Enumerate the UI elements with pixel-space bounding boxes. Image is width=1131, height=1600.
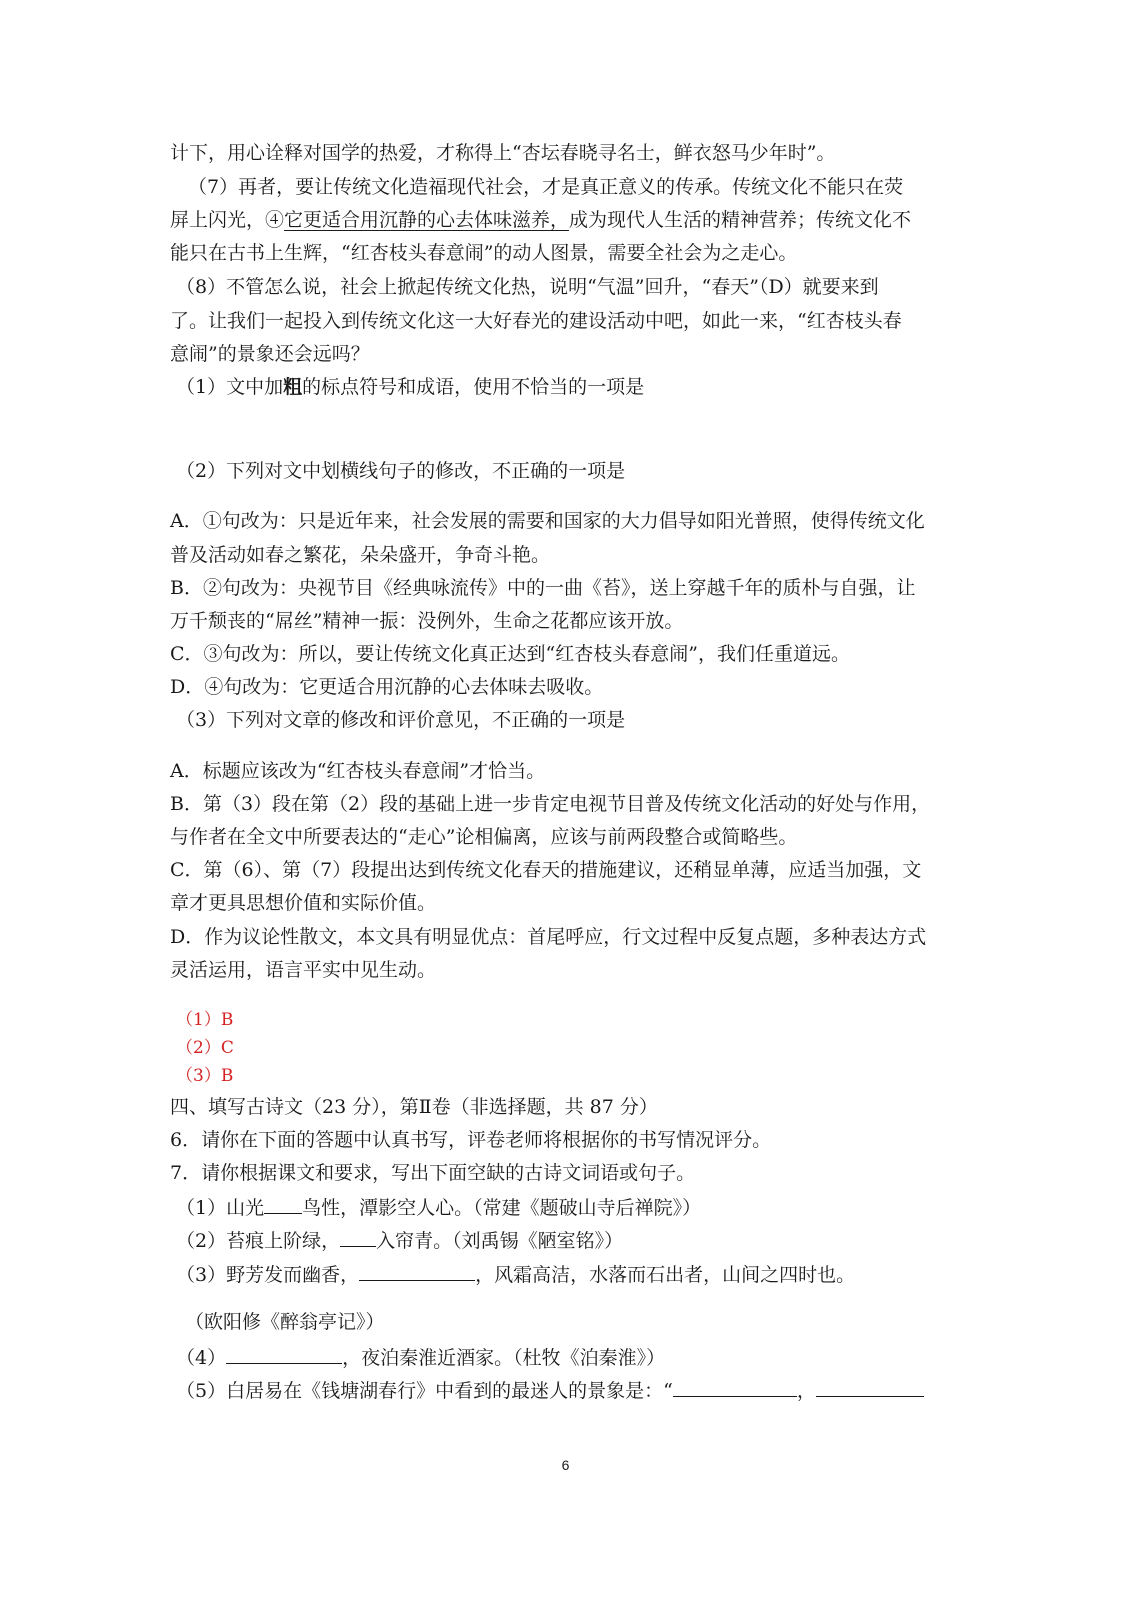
item-text: （4） [176,1347,227,1369]
section-heading: 四、填写古诗文（23 分），第Ⅱ卷（非选择题，共 87 分） [170,1096,658,1118]
option-b: B．②句改为：央视节目《经典咏流传》中的一曲《苔》，送上穿越千年的质朴与自强，让 [170,577,916,599]
option-a-cont: 普及活动如春之繁花，朵朵盛开，争奇斗艳。 [170,544,551,566]
paragraph-line: 计下，用心诠释对国学的热爱，才称得上“杏坛春晓寻名士，鲜衣怒马少年时”。 [170,142,836,164]
option-a: A．①句改为：只是近年来，社会发展的需要和国家的大力倡导如阳光普照，使得传统文化 [170,510,925,532]
question-3: （3）下列对文章的修改和评价意见，不正确的一项是 [176,709,626,731]
poem-item-3 [176,1260,855,1288]
paragraph-line: 意闹”的景象还会远吗？ [170,343,370,365]
paragraph-line: （8）不管怎么说，社会上掀起传统文化热，说明“气温”回升，“春天”（D）就要来到 [176,276,879,298]
option-c: C．③句改为：所以，要让传统文化真正达到“红杏枝头春意闹”，我们任重道远。 [170,643,850,665]
item-text: ，风霜高洁，水落而石出者，山间之四时也。 [475,1264,856,1286]
option-c: C．第（6）、第（7）段提出达到传统文化春天的措施建议，还稍显单薄，应适当加强，文 [170,859,922,881]
paragraph-line: 了。让我们一起投入到传统文化这一大好春光的建设活动中吧，如此一来，“红杏枝头春 [170,310,902,332]
answer-blank[interactable] [340,1226,376,1247]
answer-blank[interactable] [816,1376,924,1397]
option-d: D．作为议论性散文，本文具有明显优点：首尾呼应，行文过程中反复点题，多种表达方式 [170,926,927,948]
line-text: 成为现代人生活的精神营养；传统文化不 [569,209,912,231]
item-text: 入帘青。（刘禹锡《陋室铭》） [376,1230,624,1252]
question-2: （2）下列对文中划横线句子的修改，不正确的一项是 [176,460,626,482]
page-number: 6 [561,1457,570,1473]
option-c-cont: 章才更具思想价值和实际价值。 [170,892,437,914]
option-b-cont: 万千颓丧的“屌丝”精神一振：没例外，生命之花都应该开放。 [170,610,684,632]
question-text: 的标点符号和成语，使用不恰当的一项是 [302,376,645,398]
item-text: ，夜泊秦淮近酒家。（杜牧《泊秦淮》） [342,1347,666,1369]
question-1 [176,374,644,400]
answer-2: （2）C [176,1038,234,1058]
option-a: A．标题应该改为“红杏枝头春意闹”才恰当。 [170,760,546,782]
item-text: （2）苔痕上阶绿， [176,1230,341,1252]
question-text: （1）文中加 [176,376,284,398]
option-b-cont: 与作者在全文中所要表达的“走心”论相偏离，应该与前两段整合或简略些。 [170,826,798,848]
poem-item-2 [176,1226,623,1254]
item-text: 鸟性，潭影空人心。（常建《题破山寺后禅院》） [302,1197,702,1219]
option-d: D．④句改为：它更适合用沉静的心去体味去吸收。 [170,676,604,698]
answer-3: （3）B [176,1066,234,1086]
answer-1: （1）B [176,1010,234,1030]
item-text: （3）野芳发而幽香， [176,1264,360,1286]
option-b: B．第（3）段在第（2）段的基础上进一步肯定电视节目普及传统文化活动的好处与作用， [170,793,931,815]
paragraph-line: 能只在古书上生辉，“红杏枝头春意闹”的动人图景，需要全社会为之走心。 [170,242,798,264]
item-text: ， [796,1380,816,1402]
option-d-cont: 灵活运用，语言平实中见生动。 [170,959,437,981]
bold-marker: 粗 [283,376,303,398]
poem-item-5 [176,1376,924,1404]
poem-item-3-source: （欧阳修《醉翁亭记》） [185,1311,385,1333]
instruction-6: 6．请你在下面的答题中认真书写，评卷老师将根据你的书写情况评分。 [170,1129,772,1151]
underlined-sentence-4: 它更适合用沉静的心去体味滋养， [284,209,570,231]
paragraph-line [170,207,911,233]
poem-item-4 [176,1343,665,1371]
poem-item-1 [176,1193,701,1221]
answer-blank[interactable] [226,1343,342,1364]
answer-blank[interactable] [673,1376,797,1397]
item-text: （5）白居易在《钱塘湖春行》中看到的最迷人的景象是：“ [176,1380,673,1402]
instruction-7: 7．请你根据课文和要求，写出下面空缺的古诗文词语或句子。 [170,1162,696,1184]
answer-blank[interactable] [264,1193,302,1214]
paragraph-line: （7）再者，要让传统文化造福现代社会，才是真正意义的传承。传统文化不能只在荧 [188,176,904,198]
answer-blank[interactable] [359,1260,475,1281]
item-text: （1）山光 [176,1197,265,1219]
line-text: 屏上闪光，④ [170,209,285,231]
